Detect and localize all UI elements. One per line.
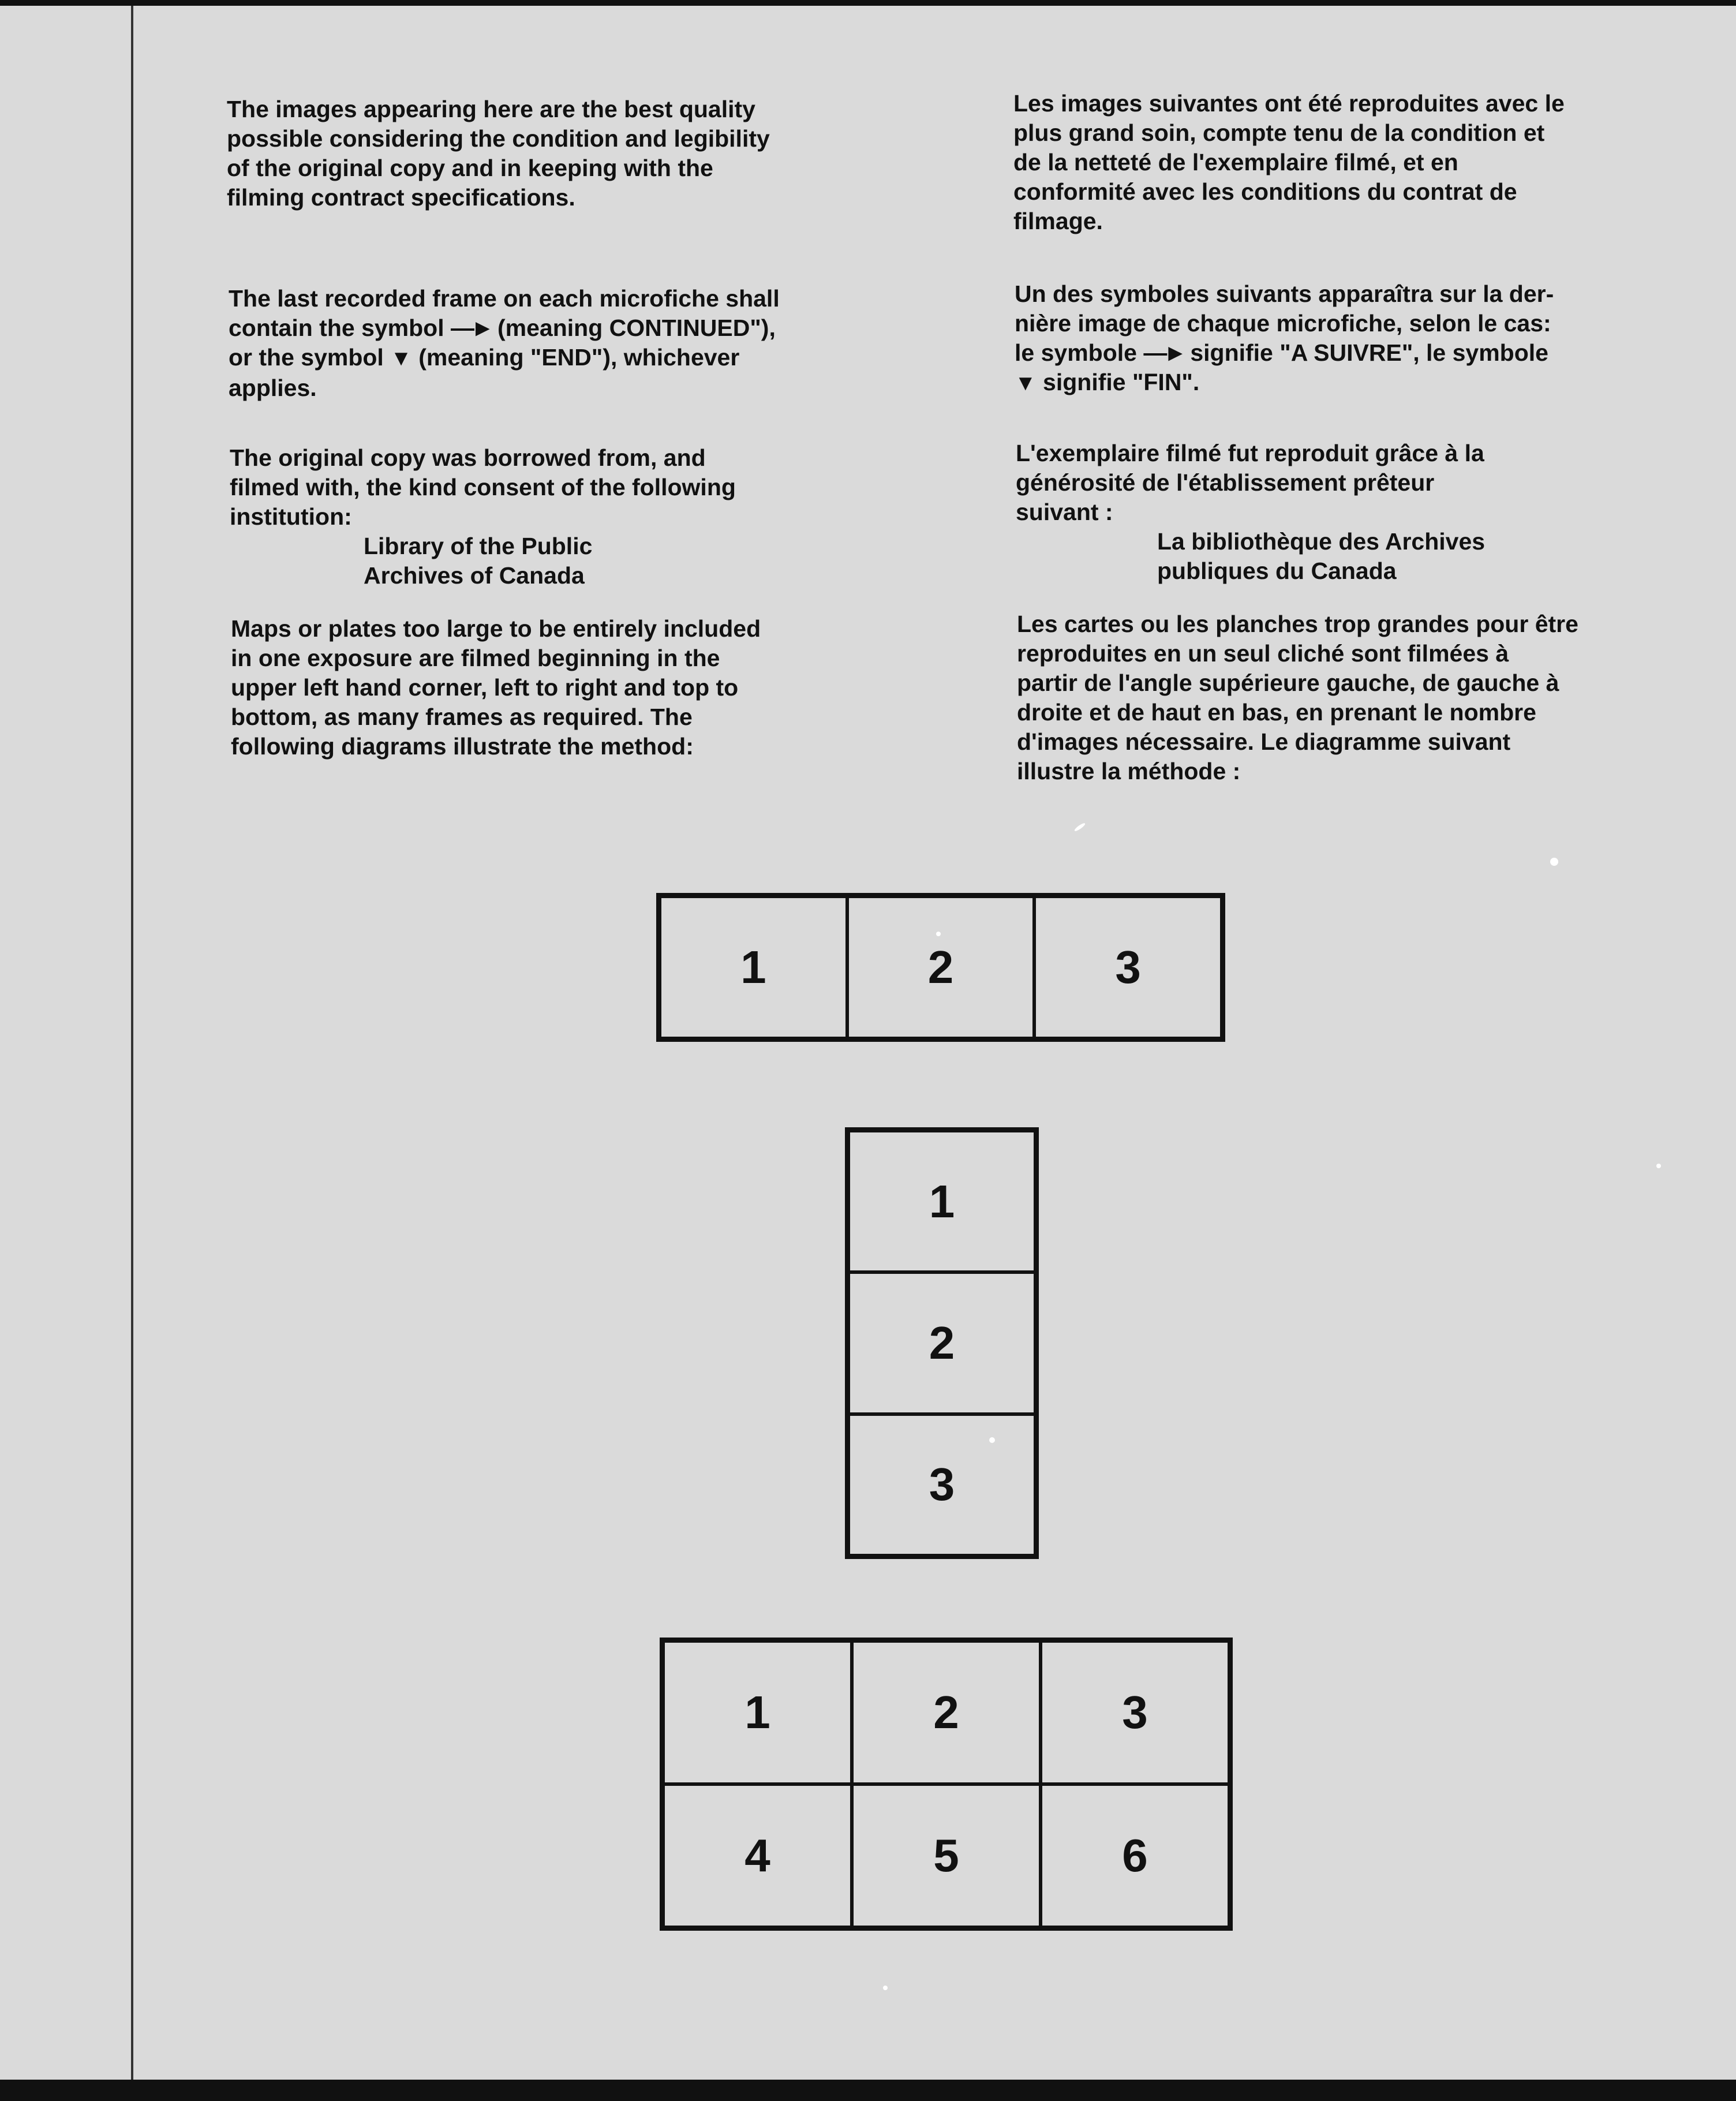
french-column [1013,89,1706,236]
horizontal-frames-diagram [656,893,1225,1042]
english-quality-paragraph: The images appearing here are the best quality possible considering the condition and legibility of the original copy and in keeping with the filming contract specifications. [227,96,770,211]
english-symbols-paragraph: The last recorded frame on each microfiche shall contain the symbol —► (meaning CONTINUED"), or the symbol ▼ (meaning "END"), whichever applies. [229,285,780,401]
scan-speck [936,932,941,936]
frame-cell: 3 [1034,896,1222,1038]
continued-arrow-icon: —► [451,315,491,341]
english-column [227,95,891,212]
english-method-paragraph: Maps or plates too large to be entirely included in one exposure are filmed beginning in the upper left hand corner, left to right and top to bottom, as many frames as required. The following diagrams illustrate the method: [231,615,761,760]
left-margin-line [131,6,133,2081]
frame-cell: 2 [852,1641,1041,1784]
continued-arrow-icon: —► [1143,339,1184,366]
frame-cell: 5 [852,1784,1041,1927]
frame-cell: 2 [848,1272,1035,1414]
end-triangle-icon: ▼ [1015,371,1037,395]
frame-cell: 2 [847,896,1035,1038]
vertical-frames-diagram [845,1127,1039,1559]
frame-cell: 3 [848,1414,1035,1556]
frame-cell: 6 [1041,1784,1229,1927]
scan-speck [989,1437,995,1443]
frame-cell: 1 [660,896,847,1038]
scan-speck [1550,858,1558,866]
bottom-film-border [0,2080,1736,2101]
english-institution-name: Library of the Public Archives of Canada [364,533,593,589]
grid-frames-diagram [660,1638,1233,1931]
scan-speck [1656,1164,1661,1168]
top-film-border [0,0,1736,6]
french-quality-paragraph: Les images suivantes ont été reproduites avec le plus grand soin, compte tenu de la condition et de la netteté de l'exemplaire filmé, et en conformité avec les conditions du contrat de filmage. [1013,90,1565,234]
scan-speck [883,1986,888,1990]
french-institution-paragraph: L'exemplaire filmé fut reproduit grâce à la générosité de l'établissement prêteur suivant : La bibliothèque des Archives publiques du Canada [1016,439,1708,586]
french-symbols-paragraph: Un des symboles suivants apparaîtra sur la der- nière image de chaque microfiche, selon le cas: le symbole —► signifie "A SUIVRE", le symbole ▼ signifie "FIN". [1015,279,1707,398]
frame-cell: 4 [663,1784,852,1927]
scan-speck [1073,822,1086,832]
frame-cell: 3 [1041,1641,1229,1784]
frame-cell: 1 [848,1131,1035,1272]
french-method-paragraph: Les cartes ou les planches trop grandes pour être reproduites en un seul cliché sont filmées à partir de l'angle supérieure gauche, de gauche à droite et de haut en bas, en prenant le nombre d'images nécessaire. Le diagramme suivant illustre la méthode : [1017,611,1578,784]
frame-cell: 1 [663,1641,852,1784]
french-institution-name: La bibliothèque des Archives publiques du Canada [1157,528,1486,584]
end-triangle-icon: ▼ [390,346,412,371]
english-institution-paragraph: The original copy was borrowed from, and filmed with, the kind consent of the following institution: Library of the Public Archives of Canada [230,443,893,590]
